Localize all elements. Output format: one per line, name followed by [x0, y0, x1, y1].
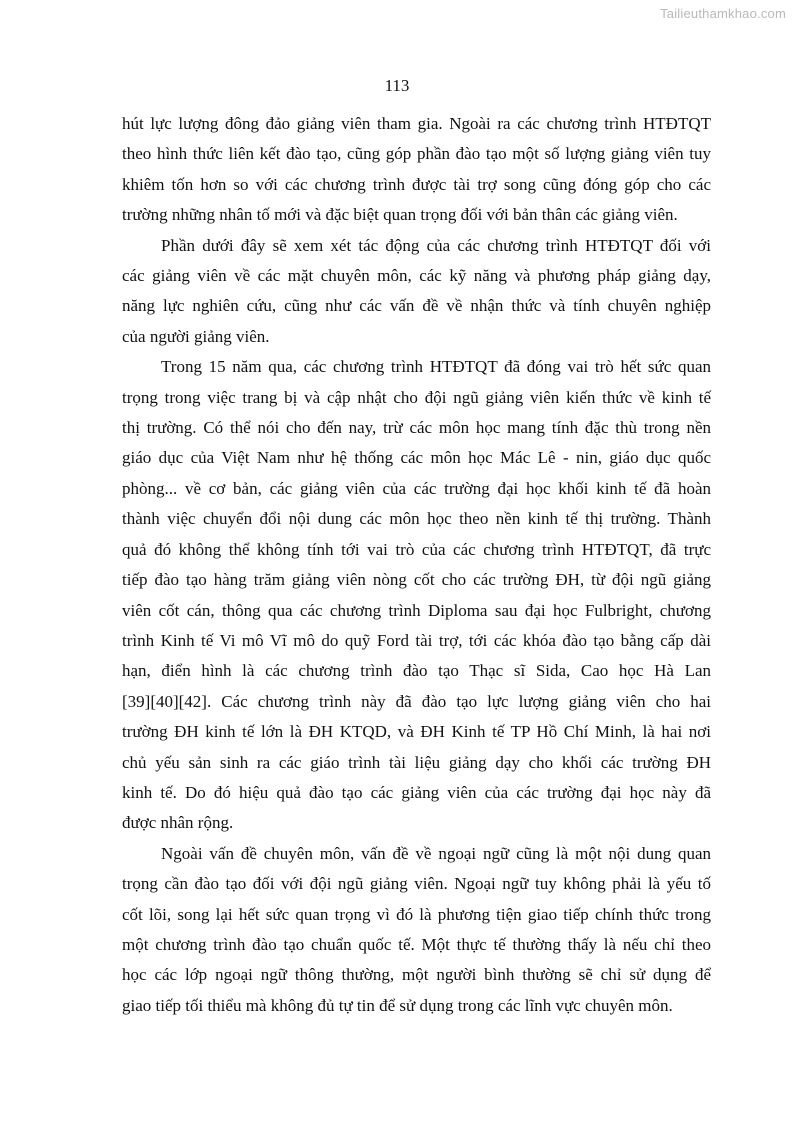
text-line: tiếp đào tạo hàng trăm giảng viên nòng cốt cho các trường ĐH, từ đội ngũ giảng — [122, 570, 711, 590]
paragraph — [122, 839, 711, 1021]
text-line: học các lớp ngoại ngữ thông thường, một người bình thường sẽ chỉ sử dụng để — [122, 965, 711, 985]
text-line: Phần dưới đây sẽ xem xét tác động của các chương trình HTĐTQT đối với — [161, 235, 711, 255]
text-line: trọng cần đào tạo đối với đội ngũ giảng viên. Ngoại ngữ tuy không phải là yếu tố — [122, 874, 711, 894]
text-line: giáo dục của Việt Nam như hệ thống các môn học Mác Lê - nin, giáo dục quốc — [122, 448, 711, 468]
text-line: chủ yếu sản sinh ra các giáo trình tài liệu giảng dạy cho khối các trường ĐH — [122, 752, 711, 772]
text-line: phòng... về cơ bản, các giảng viên của các trường đại học khối kinh tế đã hoàn — [122, 478, 711, 498]
paragraph — [122, 231, 711, 353]
paragraph — [122, 109, 711, 231]
text-line: trình Kinh tế Vi mô Vĩ mô do quỹ Ford tài trợ, tới các khóa đào tạo bằng cấp dài — [122, 630, 711, 650]
text-line: các giảng viên về các mặt chuyên môn, các kỹ năng và phương pháp giảng dạy, — [122, 266, 711, 286]
text-line: thành việc chuyển đổi nội dung các môn học theo nền kinh tế thị trường. Thành — [122, 509, 711, 529]
watermark: Tailieuthamkhao.com — [660, 6, 786, 21]
text-line: kinh tế. Do đó hiệu quả đào tạo các giảng viên của các trường đại học này đã — [122, 782, 711, 802]
text-line: của người giảng viên. — [122, 326, 270, 346]
text-line: thị trường. Có thể nói cho đến nay, trừ các môn học mang tính đặc thù trong nền — [122, 418, 711, 438]
text-line: trọng trong việc trang bị và cập nhật cho đội ngũ giảng viên kiến thức về kinh tế — [122, 387, 711, 407]
text-line: quả đó không thể không tính tới vai trò của các chương trình HTĐTQT, đã trực — [122, 539, 711, 559]
text-line: trường những nhân tố mới và đặc biệt quan trọng đối với bản thân các giảng viên. — [122, 205, 678, 225]
text-line: khiêm tốn hơn so với các chương trình được tài trợ song cũng đóng góp cho các — [122, 174, 711, 194]
document-body — [122, 109, 711, 1021]
text-line: [39][40][42]. Các chương trình này đã đào tạo lực lượng giảng viên cho hai — [122, 691, 711, 711]
paragraph — [122, 352, 711, 839]
text-line: năng lực nghiên cứu, cũng như các vấn đề về nhận thức và tính chuyên nghiệp — [122, 296, 711, 316]
text-line: một chương trình đào tạo chuẩn quốc tế. Một thực tế thường thấy là nếu chỉ theo — [122, 934, 711, 954]
text-line: Ngoài vấn đề chuyên môn, vấn đề về ngoại ngữ cũng là một nội dung quan — [161, 843, 711, 863]
text-line: trường ĐH kinh tế lớn là ĐH KTQD, và ĐH Kinh tế TP Hồ Chí Minh, là hai nơi — [122, 722, 711, 742]
text-line: cốt lõi, song lại hết sức quan trọng vì đó là phương tiện giao tiếp chính thức trong — [122, 904, 711, 924]
text-line: được nhân rộng. — [122, 813, 234, 833]
text-line: hút lực lượng đông đảo giảng viên tham gia. Ngoài ra các chương trình HTĐTQT — [122, 114, 711, 133]
text-line: Trong 15 năm qua, các chương trình HTĐTQT đã đóng vai trò hết sức quan — [161, 357, 711, 377]
text-line: theo hình thức liên kết đào tạo, cũng góp phần đào tạo một số lượng giảng viên tuy — [122, 144, 711, 164]
page-number: 113 — [384, 76, 410, 95]
text-line: giao tiếp tối thiểu mà không đủ tự tin để sử dụng trong các lĩnh vực chuyên môn. — [122, 995, 673, 1015]
text-line: hạn, điển hình là các chương trình đào tạo Thạc sĩ Sida, Cao học Hà Lan — [122, 661, 711, 681]
text-line: viên cốt cán, thông qua các chương trình Diploma sau đại học Fulbright, chương — [122, 600, 711, 620]
